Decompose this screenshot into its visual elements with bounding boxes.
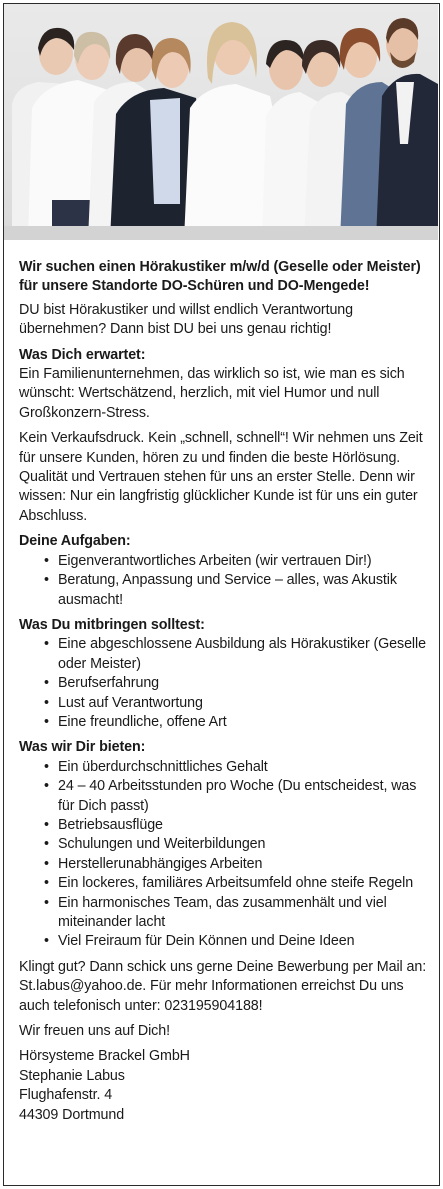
list-item-text: Herstellerunabhängiges Arbeiten xyxy=(58,855,263,872)
list-item-text: Schulungen und Weiterbildungen xyxy=(58,836,266,853)
bullet-icon: • xyxy=(44,836,49,853)
offer-list xyxy=(19,758,431,952)
section-heading-tasks: Deine Aufgaben: xyxy=(19,533,131,550)
section-heading-expect: Was Dich erwartet: xyxy=(19,346,146,363)
bullet-icon: • xyxy=(44,778,49,795)
contact-paragraph: Klingt gut? Dann schick uns gerne Deine Bewerbung per Mail an: St.labus@yahoo.de. Für mehr Informationen erreichst Du uns auch telefonisch unter: 023195904188! xyxy=(19,958,427,1014)
team-photo-illustration xyxy=(4,4,438,240)
list-item-text: Berufserfahrung xyxy=(58,675,160,692)
list-item xyxy=(19,571,431,610)
bullet-icon: • xyxy=(44,675,49,692)
team-member-figure xyxy=(376,18,438,240)
requirements-list xyxy=(19,635,431,732)
company-address xyxy=(19,1047,431,1125)
list-item xyxy=(19,855,431,874)
closing-line: Wir freuen uns auf Dich! xyxy=(19,1023,170,1040)
job-ad-card xyxy=(3,3,440,1186)
list-item xyxy=(19,758,431,777)
headline: Wir suchen einen Hörakustiker m/w/d (Geselle oder Meister) für unsere Standorte DO-Schüren und DO-Mengede! xyxy=(19,259,421,295)
list-item xyxy=(19,835,431,854)
list-item xyxy=(19,694,431,713)
section-heading-offer: Was wir Dir bieten: xyxy=(19,739,146,756)
list-item xyxy=(19,894,431,933)
list-item-text: Eine abgeschlossene Ausbildung als Hörakustiker (Geselle oder Meister) xyxy=(58,636,426,672)
list-item xyxy=(19,674,431,693)
list-item xyxy=(19,713,431,732)
bullet-icon: • xyxy=(44,572,49,589)
contact-person: Stephanie Labus xyxy=(19,1067,125,1084)
section-heading-requirements: Was Du mitbringen solltest: xyxy=(19,616,205,633)
bullet-icon: • xyxy=(44,552,49,569)
bullet-icon: • xyxy=(44,694,49,711)
bullet-icon: • xyxy=(44,713,49,730)
list-item-text: Eine freundliche, offene Art xyxy=(58,713,227,730)
expect-paragraph-1: Ein Familienunternehmen, das wirklich so ist, wie man es sich wünscht: Wertschätzend, herzlich, mit viel Humor und null Großkonzern-Stress. xyxy=(19,366,405,421)
team-member-figure xyxy=(184,22,276,240)
bullet-icon: • xyxy=(44,816,49,833)
job-ad-text xyxy=(19,258,431,1125)
bullet-icon: • xyxy=(44,758,49,775)
list-item-text: Beratung, Anpassung und Service – alles, was Akustik ausmacht! xyxy=(58,572,397,608)
list-item-text: Ein harmonisches Team, das zusammenhält und viel miteinander lacht xyxy=(58,894,387,930)
bullet-icon: • xyxy=(44,855,49,872)
list-item-text: Eigenverantwortliches Arbeiten (wir vertrauen Dir!) xyxy=(58,552,372,569)
list-item xyxy=(19,777,431,816)
list-item xyxy=(19,932,431,951)
list-item-text: Betriebsausflüge xyxy=(58,816,163,833)
intro-paragraph: DU bist Hörakustiker und willst endlich Verantwortung übernehmen? Dann bist DU bei uns genau richtig! xyxy=(19,301,354,338)
company-name: Hörsysteme Brackel GmbH xyxy=(19,1048,190,1065)
tasks-list xyxy=(19,552,431,610)
team-photo xyxy=(4,4,438,240)
street: Flughafenstr. 4 xyxy=(19,1087,113,1104)
list-item-text: 24 – 40 Arbeitsstunden pro Woche (Du entscheidest, was für Dich passt) xyxy=(58,778,417,814)
list-item-text: Lust auf Verantwortung xyxy=(58,694,203,711)
list-item xyxy=(19,552,431,571)
expect-paragraph-2: Kein Verkaufsdruck. Kein „schnell, schnell“! Wir nehmen uns Zeit für unsere Kunden, hören zu und finden die beste Hörlösung. Qualität und Vertrauen stehen für uns an erster Stelle. Denn wir wissen: Nur ein langfristig glücklicher Kunde ist für uns ein guter Abschluss. xyxy=(19,430,423,524)
list-item-text: Ein lockeres, familiäres Arbeitsumfeld ohne steife Regeln xyxy=(58,875,414,892)
bullet-icon: • xyxy=(44,636,49,653)
list-item xyxy=(19,874,431,893)
list-item-text: Ein überdurchschnittliches Gehalt xyxy=(58,758,268,775)
list-item xyxy=(19,635,431,674)
postal-city: 44309 Dortmund xyxy=(19,1106,125,1123)
bullet-icon: • xyxy=(44,933,49,950)
bullet-icon: • xyxy=(44,894,49,911)
list-item xyxy=(19,816,431,835)
bullet-icon: • xyxy=(44,875,49,892)
list-item-text: Viel Freiraum für Dein Können und Deine Ideen xyxy=(58,933,355,950)
